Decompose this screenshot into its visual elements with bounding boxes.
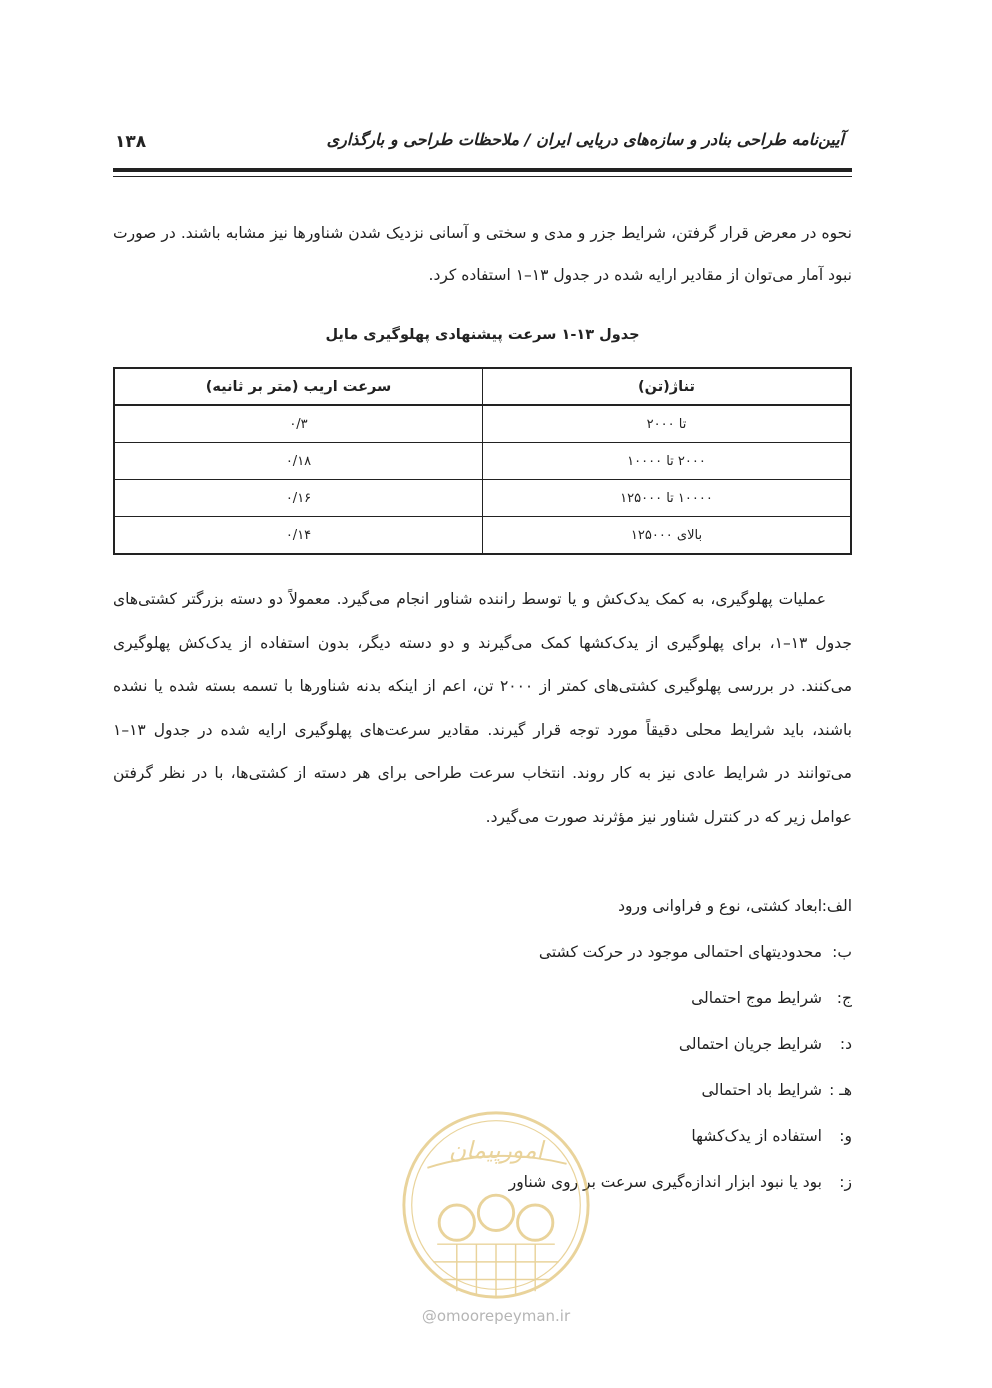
list-item [509, 929, 852, 975]
list-item [509, 1021, 852, 1067]
cell-velocity: ۰/۱۴ [114, 517, 483, 555]
cell-tonnage: بالای ۱۲۵۰۰۰ [483, 517, 852, 555]
header-rule-thin [113, 176, 852, 177]
watermark-url: @omoorepeyman.ir [421, 1307, 571, 1325]
watermark-logo-icon [398, 1107, 594, 1303]
list-item [509, 883, 852, 929]
list-marker: د: [839, 1035, 852, 1053]
table-caption: جدول ۱۳-۱ سرعت پیشنهادی پهلوگیری مایل [325, 327, 640, 343]
cell-tonnage: ۱۰۰۰۰ تا ۱۲۵۰۰۰ [483, 480, 852, 517]
watermark-logo-text: امورپیمان [448, 1135, 544, 1164]
list-item-text: شرایط باد احتمالی [701, 1081, 822, 1099]
list-item-text: بود یا نبود ابزار اندازه‌گیری سرعت بر روی شناور [508, 1173, 822, 1191]
table-row [114, 405, 851, 443]
list-item-text: شرایط جریان احتمالی [678, 1035, 822, 1053]
cell-tonnage: تا ۲۰۰۰ [483, 405, 852, 443]
list-marker: هـ : [829, 1081, 852, 1099]
list-marker: و: [839, 1127, 852, 1145]
list-marker: ج: [836, 989, 852, 1007]
list-marker: ب: [832, 943, 852, 961]
running-header-title: آیین‌نامه طراحی بنادر و سازه‌های دریایی ایران / ملاحظات طراحی و بارگذاری [326, 130, 844, 149]
cell-velocity: ۰/۱۸ [114, 443, 483, 480]
table-row [114, 443, 851, 480]
cell-tonnage: ۲۰۰۰ تا ۱۰۰۰۰ [483, 443, 852, 480]
berthing-velocity-table [113, 367, 852, 555]
intro-paragraph: نحوه در معرض قرار گرفتن، شرایط جزر و مدی و سختی و آسانی نزدیک شدن شناورها نیز مشابه باشند. در صورت نبود آمار می‌توان از مقادیر ارایه شده در جدول ۱۳–۱ استفاده کرد. [113, 224, 852, 284]
list-marker: الف: [821, 897, 852, 915]
list-marker: ز: [839, 1173, 852, 1191]
list-item-text: محدودیتهای احتمالی موجود در حرکت کشتی [538, 943, 822, 961]
header-rule-thick [113, 168, 852, 172]
cell-velocity: ۰/۱۶ [114, 480, 483, 517]
body-paragraph: عملیات پهلوگیری، به کمک یدک‌کش و یا توسط راننده شناور انجام می‌گیرد. معمولاً دو دسته بزرگتر کشتی‌های جدول ۱۳–۱، برای پهلوگیری از یدک‌کشها کمک می‌گیرند و دو دسته دیگر، بدون استفاده از یدک‌کش پهلوگیری می‌کنند. در بررسی پهلوگیری کشتی‌های کمتر از ۲۰۰۰ تن، اعم از اینکه بدنه شناورها با تسمه بسته شده یا نشده باشند، باید شرایط محلی دقیقاً مورد توجه قرار گیرند. مقادیر سرعت‌های پهلوگیری ارایه شده در جدول ۱۳–۱ می‌توانند در شرایط عادی نیز به کار روند. انتخاب سرعت طراحی برای هر دسته از کشتی‌ها، با در نظر گرفتن عوامل زیر که در کنترل شناور نیز مؤثرند صورت می‌گیرد. [113, 590, 853, 826]
table-header-row [114, 368, 851, 405]
cell-velocity: ۰/۳ [114, 405, 483, 443]
table-row [114, 517, 851, 555]
list-item-text: ابعاد کشتی، نوع و فراوانی ورود [618, 897, 822, 915]
header-velocity: سرعت اریب (متر بر ثانیه) [114, 368, 483, 405]
header-tonnage: تناژ(تن) [483, 368, 852, 405]
page-number: ۱۳۸ [115, 132, 147, 152]
list-item-text: استفاده از یدک‌کشها [691, 1127, 822, 1145]
list-item-text: شرایط موج احتمالی [691, 989, 822, 1007]
table-row [114, 480, 851, 517]
list-item [509, 975, 852, 1021]
